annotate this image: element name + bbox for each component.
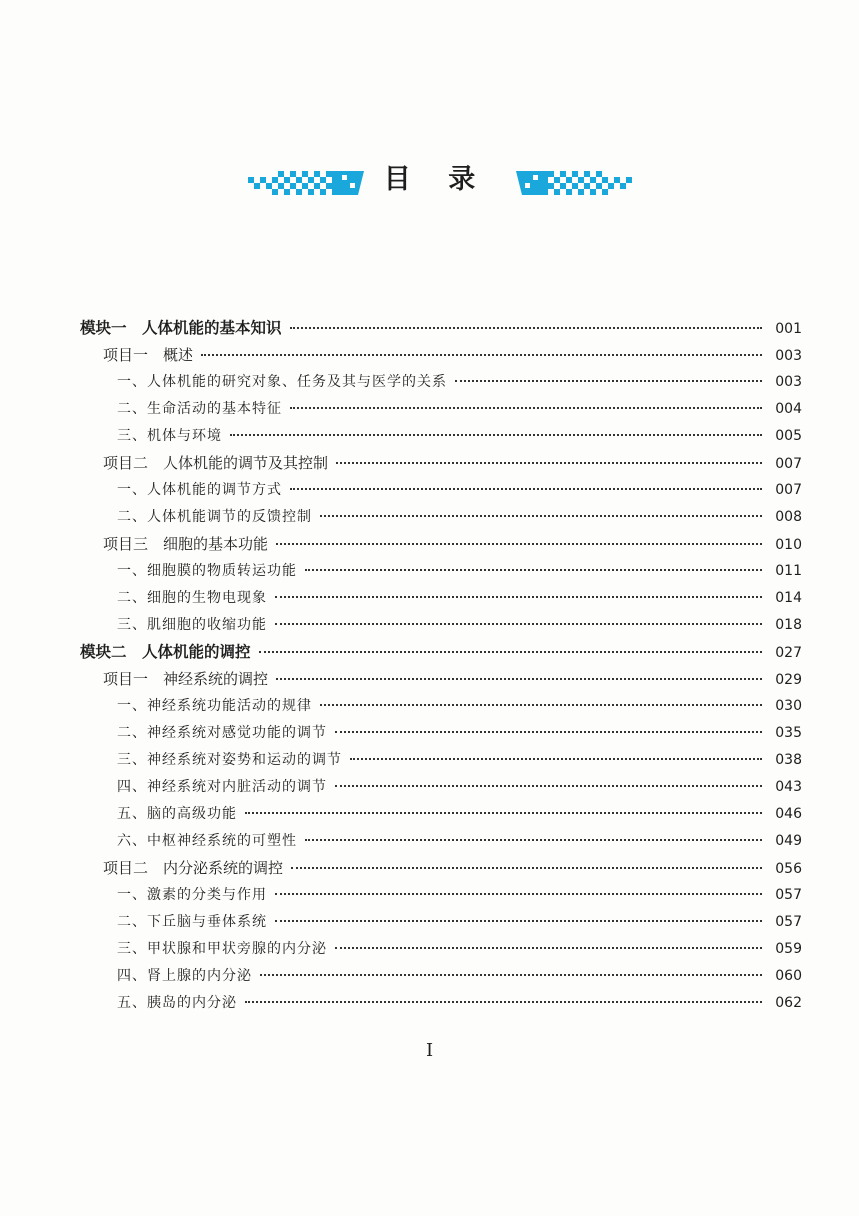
toc-entry-section[interactable] (80, 882, 802, 909)
dot-leader (275, 596, 762, 598)
page-title: 目 录 (383, 164, 490, 195)
toc-entry-section[interactable] (80, 612, 802, 639)
dot-leader (335, 731, 762, 733)
dot-leader (276, 678, 762, 680)
dot-leader (260, 974, 762, 976)
toc-entry-section[interactable] (80, 747, 802, 774)
toc-entry-page: 030 (775, 698, 802, 714)
toc-entry-project[interactable] (80, 855, 802, 882)
toc-header (0, 155, 859, 211)
toc-entry-label: 一、细胞膜的物质转运功能 (117, 563, 297, 579)
toc-entry-project[interactable] (80, 531, 802, 558)
toc-entry-label: 二、生命活动的基本特征 (117, 401, 282, 417)
toc-entry-module[interactable] (80, 639, 802, 666)
toc-entry-page: 011 (775, 563, 802, 579)
toc-entry-section[interactable] (80, 504, 802, 531)
toc-entry-section[interactable] (80, 396, 802, 423)
toc-entry-page: 060 (775, 968, 802, 984)
toc-entry-label: 五、脑的高级功能 (117, 806, 237, 822)
toc-entry-label: 四、肾上腺的内分泌 (117, 968, 252, 984)
toc-entry-label: 一、人体机能的调节方式 (117, 482, 282, 498)
toc-entry-label: 五、胰岛的内分泌 (117, 995, 237, 1011)
dot-leader (230, 434, 762, 436)
toc-entry-page: 003 (775, 348, 802, 364)
dot-leader (290, 407, 762, 409)
toc-entry-section[interactable] (80, 828, 802, 855)
toc-entry-project[interactable] (80, 450, 802, 477)
dot-leader (335, 785, 762, 787)
toc-entry-label: 项目三 细胞的基本功能 (103, 535, 269, 553)
toc-entry-page: 003 (775, 374, 802, 390)
toc-entry-section[interactable] (80, 936, 802, 963)
toc-entry-page: 056 (775, 861, 802, 877)
dot-leader (275, 623, 762, 625)
toc-entry-page: 018 (775, 617, 802, 633)
dot-leader (291, 867, 762, 869)
toc-entry-label: 一、人体机能的研究对象、任务及其与医学的关系 (117, 374, 447, 390)
toc-entry-section[interactable] (80, 774, 802, 801)
toc-entry-page: 005 (775, 428, 802, 444)
toc-entry-label: 六、中枢神经系统的可塑性 (117, 833, 297, 849)
toc-entry-section[interactable] (80, 423, 802, 450)
toc-entry-page: 007 (775, 456, 802, 472)
toc-entry-label: 二、人体机能调节的反馈控制 (117, 509, 312, 525)
toc-entry-page: 014 (775, 590, 802, 606)
toc-entry-section[interactable] (80, 369, 802, 396)
toc-entry-label: 模块二 人体机能的调控 (80, 643, 251, 661)
toc-entry-section[interactable] (80, 909, 802, 936)
toc-entry-label: 二、下丘脑与垂体系统 (117, 914, 267, 930)
toc-entry-page: 007 (775, 482, 802, 498)
page-number: I (425, 1040, 434, 1061)
dot-leader (275, 920, 762, 922)
toc-entry-page: 035 (775, 725, 802, 741)
toc-entry-page: 004 (775, 401, 802, 417)
dot-leader (290, 327, 762, 329)
toc-entry-label: 项目二 人体机能的调节及其控制 (103, 454, 329, 472)
toc-entry-page: 057 (775, 914, 802, 930)
toc-entry-label: 二、神经系统对感觉功能的调节 (117, 725, 327, 741)
dot-leader (320, 704, 762, 706)
toc-entry-section[interactable] (80, 990, 802, 1017)
toc-entry-page: 043 (775, 779, 802, 795)
toc-entry-section[interactable] (80, 477, 802, 504)
toc-entry-page: 038 (775, 752, 802, 768)
toc-entry-page: 062 (775, 995, 802, 1011)
toc-entry-page: 057 (775, 887, 802, 903)
dot-leader (336, 462, 762, 464)
toc-entry-label: 模块一 人体机能的基本知识 (80, 319, 282, 337)
toc-entry-label: 一、激素的分类与作用 (117, 887, 267, 903)
toc-entry-label: 三、机体与环境 (117, 428, 222, 444)
toc-entry-label: 四、神经系统对内脏活动的调节 (117, 779, 327, 795)
toc-entry-page: 010 (775, 537, 802, 553)
toc-entry-label: 二、细胞的生物电现象 (117, 590, 267, 606)
toc-entry-project[interactable] (80, 342, 802, 369)
toc-entry-page: 059 (775, 941, 802, 957)
toc-entry-label: 一、神经系统功能活动的规律 (117, 698, 312, 714)
dot-leader (275, 893, 762, 895)
table-of-contents (80, 315, 802, 1017)
toc-entry-label: 三、肌细胞的收缩功能 (117, 617, 267, 633)
dot-leader (201, 354, 762, 356)
toc-entry-section[interactable] (80, 585, 802, 612)
toc-entry-section[interactable] (80, 558, 802, 585)
dot-leader (350, 758, 762, 760)
toc-entry-page: 001 (775, 321, 802, 337)
toc-entry-module[interactable] (80, 315, 802, 342)
checker-banner-icon (512, 165, 632, 201)
toc-entry-page: 029 (775, 672, 802, 688)
toc-entry-section[interactable] (80, 801, 802, 828)
toc-entry-label: 项目一 概述 (103, 346, 194, 364)
dot-leader (335, 947, 762, 949)
dot-leader (245, 1001, 762, 1003)
dot-leader (259, 651, 762, 653)
dot-leader (305, 839, 762, 841)
toc-entry-page: 027 (775, 645, 802, 661)
dot-leader (320, 515, 762, 517)
toc-entry-label: 项目二 内分泌系统的调控 (103, 859, 284, 877)
toc-entry-label: 项目一 神经系统的调控 (103, 670, 269, 688)
dot-leader (276, 543, 762, 545)
toc-entry-section[interactable] (80, 963, 802, 990)
dot-leader (305, 569, 762, 571)
toc-entry-section[interactable] (80, 693, 802, 720)
dot-leader (245, 812, 762, 814)
toc-entry-section[interactable] (80, 720, 802, 747)
toc-entry-page: 049 (775, 833, 802, 849)
toc-entry-project[interactable] (80, 666, 802, 693)
toc-entry-label: 三、神经系统对姿势和运动的调节 (117, 752, 342, 768)
dot-leader (455, 380, 762, 382)
dot-leader (290, 488, 762, 490)
toc-entry-page: 008 (775, 509, 802, 525)
toc-entry-label: 三、甲状腺和甲状旁腺的内分泌 (117, 941, 327, 957)
toc-entry-page: 046 (775, 806, 802, 822)
